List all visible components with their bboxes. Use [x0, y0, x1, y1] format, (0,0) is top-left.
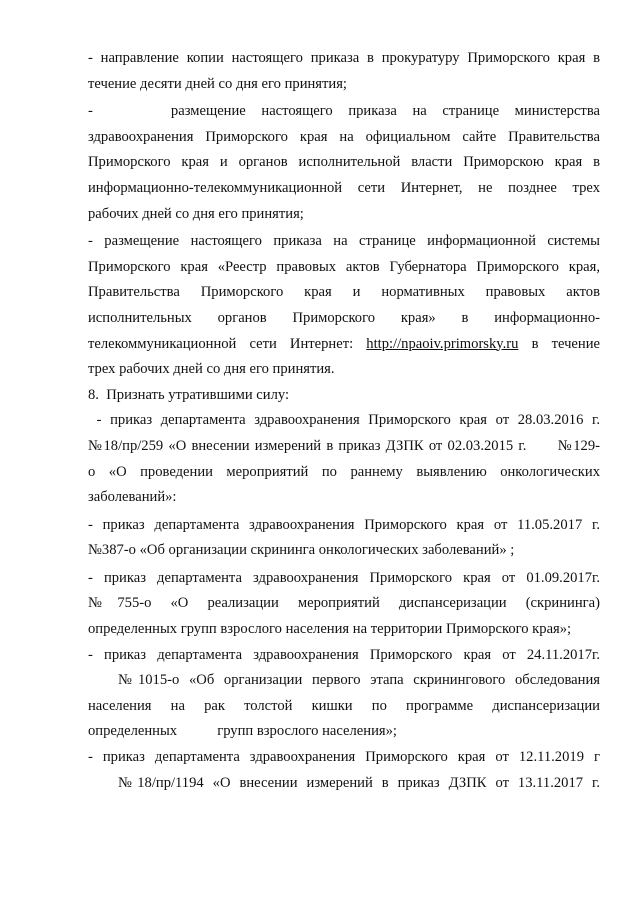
text-segment: телекоммуникационной сети Интернет: [88, 335, 354, 352]
text-segment: в течение [531, 335, 601, 352]
text-line: Правительства Приморского края и нормативных правовых актов [88, 284, 600, 301]
text-line: - приказ департамента здравоохранения Приморского края от 12.11.2019 г [88, 749, 600, 766]
text-line: заболеваний»: [88, 489, 177, 506]
section-heading: 8. Признать утратившими силу: [88, 386, 290, 403]
document-page [88, 46, 600, 796]
text-line: - размещение настоящего приказа на странице министерства [88, 103, 600, 120]
text-line: Приморского края «Реестр правовых актов Губернатора Приморского края, [88, 258, 600, 275]
text-line: Приморского края и органов исполнительной власти Приморскою края в [88, 154, 600, 171]
text-line: - размещение настоящего приказа на странице информационной системы [88, 233, 600, 250]
text-line: течение десяти дней со дня его принятия; [88, 75, 347, 92]
text-line-with-link [88, 332, 600, 358]
text-line: - приказ департамента здравоохранения Приморского края от 24.11.2017г. [88, 646, 600, 663]
text-line: определенных групп взрослого населения»; [88, 723, 397, 740]
text-line: №18/пр/1194 «О внесении измерений в приказ ДЗПК от 13.11.2017 г. [118, 774, 600, 791]
npa-link[interactable]: http://npaoiv.primorsky.ru [366, 335, 519, 352]
text-line: №18/пр/259 «О внесении измерений в приказ ДЗПК от 02.03.2015 г. №129- [88, 437, 600, 454]
text-line: №1015-о «Об организации первого этапа скринингового обследования [118, 672, 600, 689]
text-line: - приказ департамента здравоохранения Приморского края от 11.05.2017 г. [88, 516, 600, 533]
text-line: о «О проведении мероприятий по раннему выявлению онкологических [88, 463, 600, 480]
text-line: трех рабочих дней со дня его принятия. [88, 361, 335, 378]
text-line: определенных групп взрослого населения на территории Приморского края»; [88, 621, 572, 638]
text-line: - приказ департамента здравоохранения Приморского края от 01.09.2017г. [88, 569, 600, 586]
text-line: здравоохранения Приморского края на официальном сайте Правительства [88, 128, 600, 145]
text-line: информационно-телекоммуникационной сети Интернет, не позднее трех [88, 179, 600, 196]
text-line: - приказ департамента здравоохранения Приморского края от 28.03.2016 г. [88, 412, 600, 429]
text-line: №755-о «О реализации мероприятий диспансеризации (скрининга) [88, 595, 600, 612]
text-line: рабочих дней со дня его принятия; [88, 205, 304, 222]
text-line: населения на рак толстой кишки по программе диспансеризации [88, 697, 600, 714]
text-line: исполнительных органов Приморского края» в информационно- [88, 309, 600, 326]
text-line: - направление копии настоящего приказа в прокуратуру Приморского края в [88, 50, 600, 66]
text-line: №387-о «Об организации скрининга онкологических заболеваний» ; [88, 542, 515, 559]
